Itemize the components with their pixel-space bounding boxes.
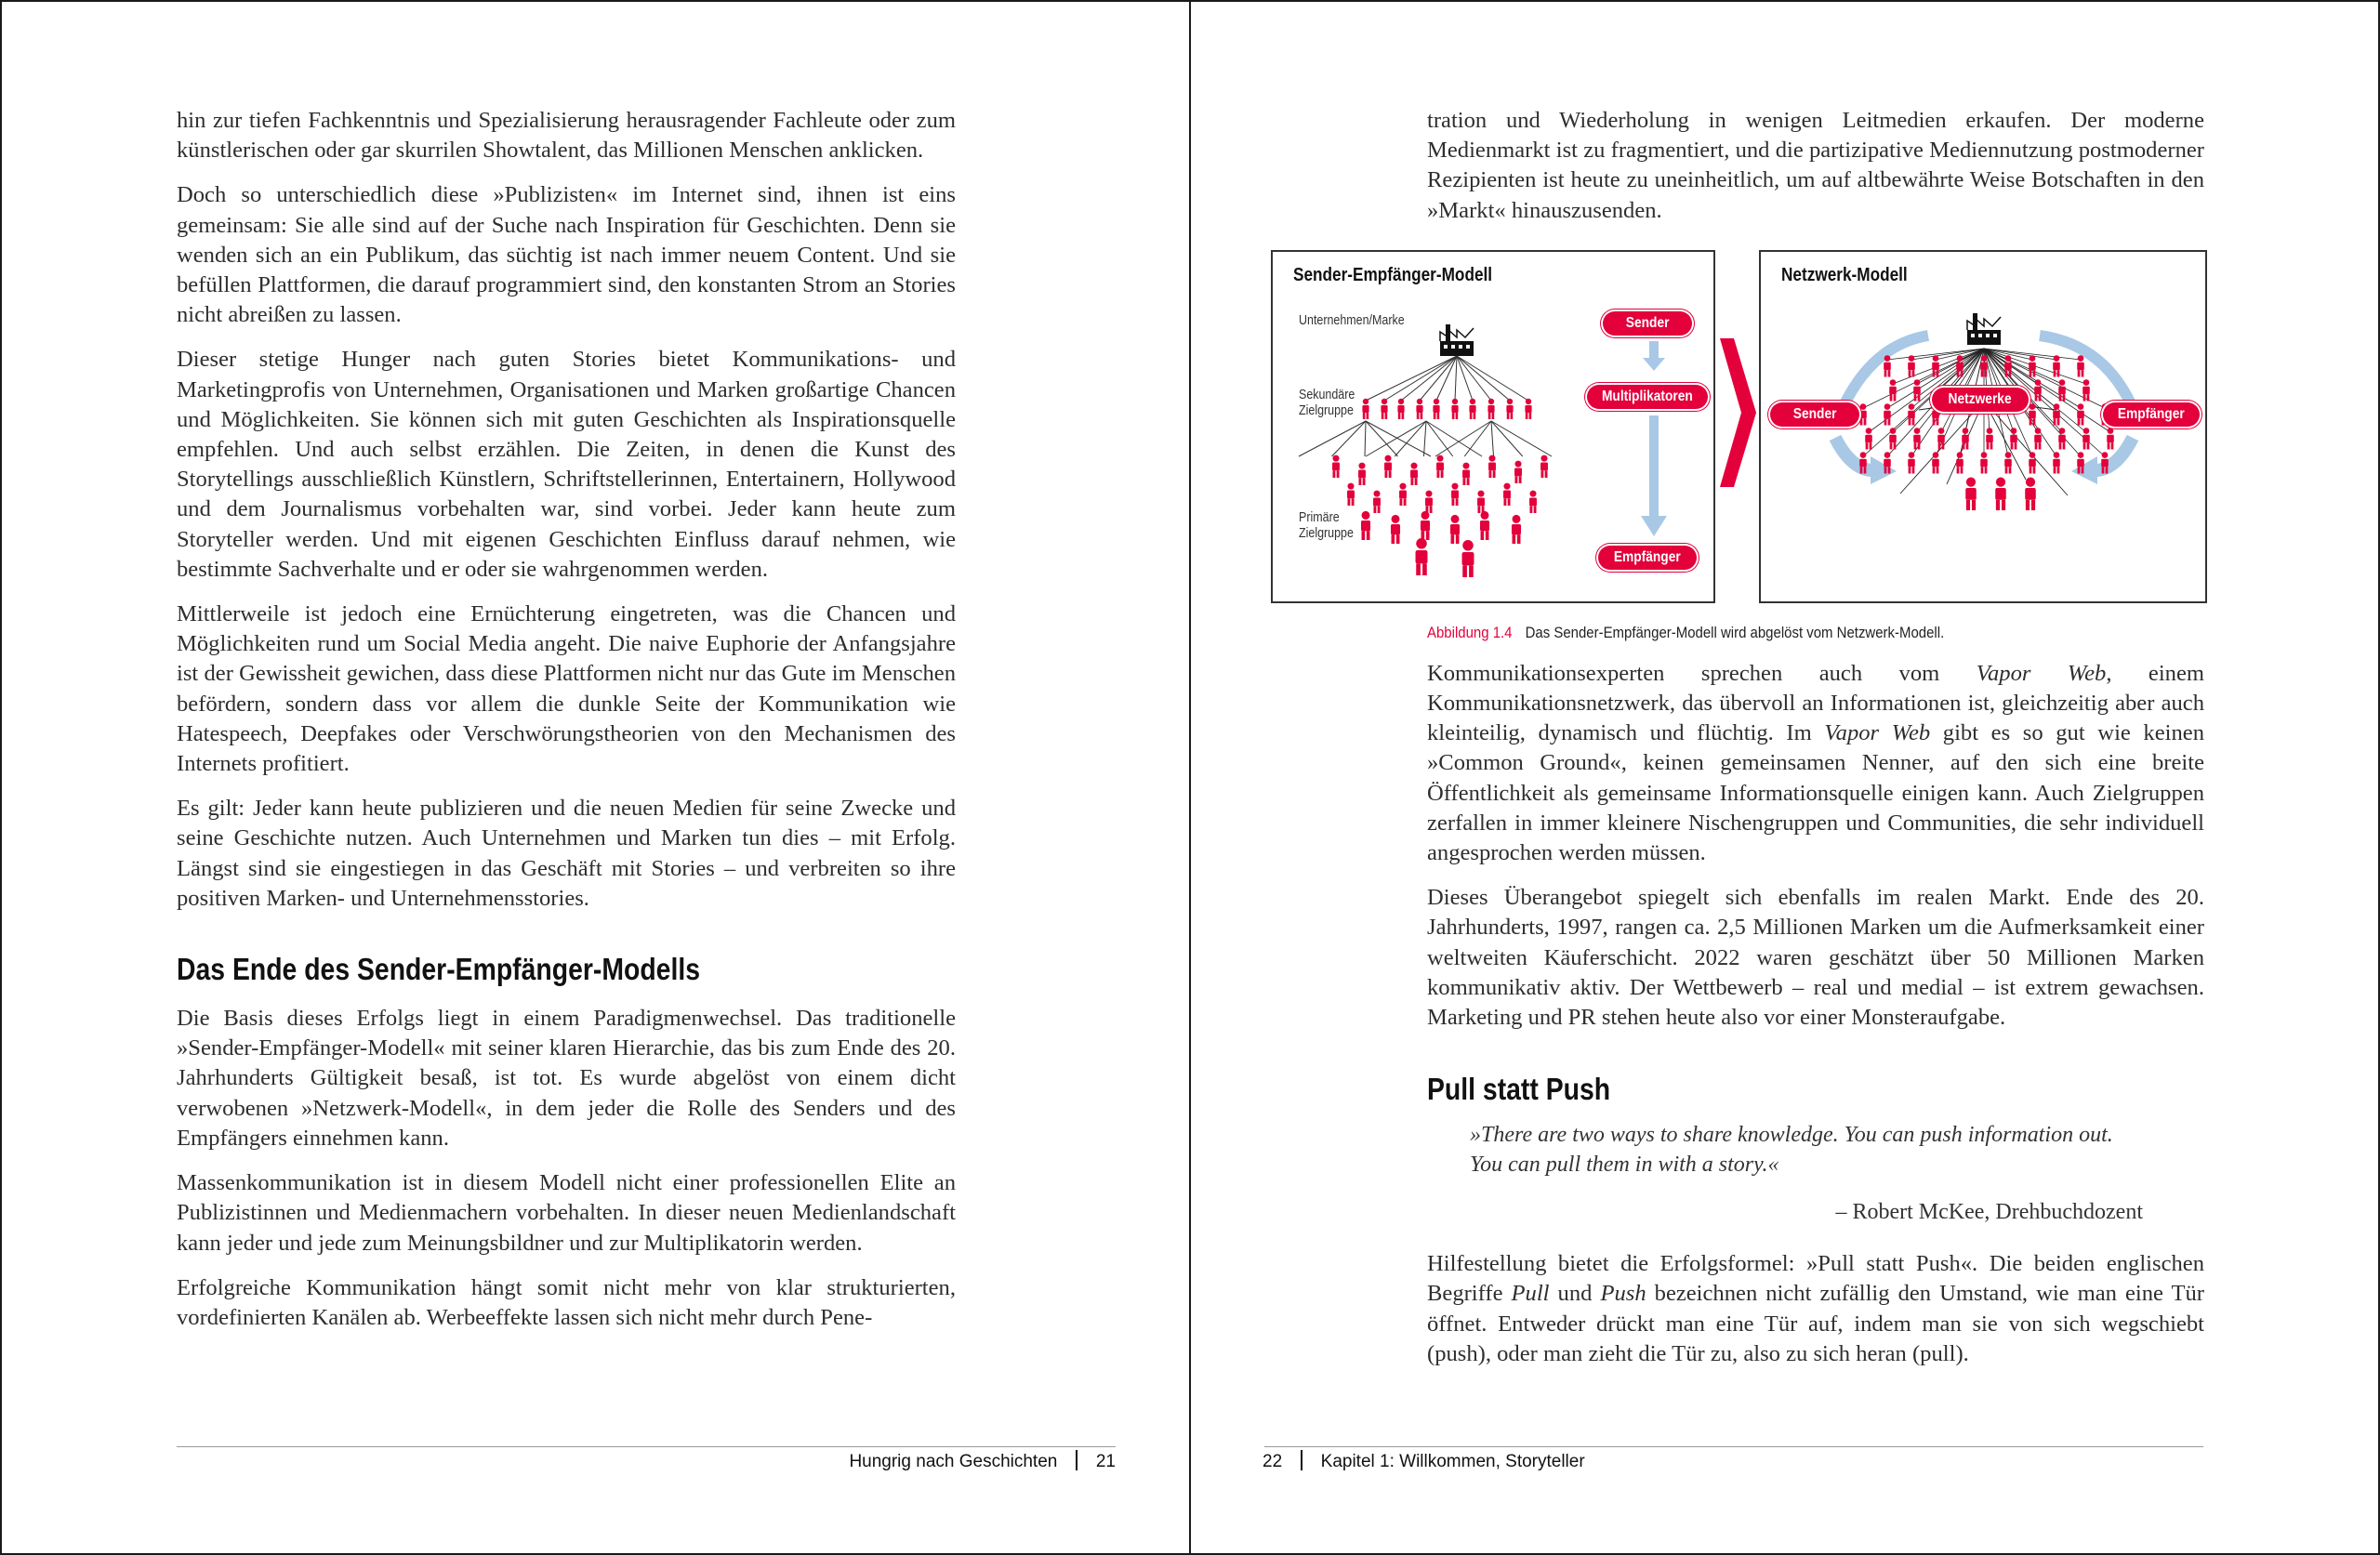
paragraph: Kommunikationsexperten sprechen auch vom Vapor Web, einem Kommunikationsnetzwerk, das übervoll an Informationen ist, gleichzeitig aber auch kleinteilig, dynamisch und flüchtig. Im Vapor Web gibt es so gut wie keinen »Common Ground«, keinen gemeinsamen Nenner, auf den sich eine breite Öffentlichkeit als gemeinsame Informationsquelle einigen kann. Auch Zielgruppen zerfallen in immer kleinere Nischengruppen und Communities, die sehr individuell angesprochen werden müssen. [1427, 660, 2204, 866]
person-icon [2025, 477, 2036, 510]
person-icon [2053, 403, 2060, 425]
person-icon [2029, 452, 2036, 473]
footer-separator [1301, 1450, 1302, 1470]
person-icon [2058, 379, 2066, 401]
paragraph: Mittlerweile ist jedoch eine Ernüchterung eingetreten, was die Chancen und Möglichkeiten rund um Social Media angeht. Die naive Euphorie der Anfangsjahre ist der Gewissheit gewichen, dass diese Plattformen nicht nur das Gute im Menschen befördern, sondern dass vor allem die dunkle Seite der Kommunikation wie Hatespeech, Deepfakes oder Verschwörungstheorien von den Mechanismen des Internets profitiert. [177, 601, 956, 777]
figure-sender-network-model [1271, 250, 2207, 607]
factory-icon [1967, 313, 2001, 345]
person-icon [1908, 452, 1915, 473]
caption-number: Abbildung 1.4 [1427, 623, 1513, 641]
paragraph: Massenkommunikation ist in diesem Modell nicht einer professionellen Elite an Publizistinnen und Medienmachern vorbehalten. In dieser neuen Medienlandschaft kann jeder und jede zum Meinungsbildner und zur Multiplikatorin werden. [177, 1170, 956, 1256]
label-secondary-group: Sekundäre Zielgruppe [1299, 387, 1355, 418]
person-icon [1932, 452, 1939, 473]
person-icon [1889, 428, 1897, 449]
pill-networks: Netzwerke [1932, 388, 2029, 412]
person-icon [2077, 355, 2084, 376]
label-company: Unternehmen/Marke [1299, 312, 1405, 328]
section-heading: Das Ende des Sender-Empfänger-Modells [177, 952, 701, 987]
person-icon [1956, 452, 1964, 473]
footer-separator [1076, 1450, 1078, 1470]
person-icon [1937, 428, 1945, 449]
paragraph: hin zur tiefen Fachkenntnis und Spezialisierung herausragender Fachleute oder zum künstlerischen oder gar skurrilen Showtalent, das Millionen Menschen anklicken. [177, 108, 956, 164]
person-icon [1962, 428, 1969, 449]
quote: »There are two ways to share knowledge. You can push information out. You can pull them in with a story.« [1470, 1123, 2113, 1178]
person-icon [2034, 428, 2042, 449]
person-icon [2029, 355, 2036, 376]
person-icon [2004, 355, 2012, 376]
panel-title: Netzwerk-Modell [1781, 264, 1908, 285]
person-icon [1913, 428, 1921, 449]
person-icon [2029, 403, 2036, 425]
person-icon [1980, 452, 1988, 473]
paragraph: Dieser stetige Hunger nach guten Stories bietet Kommunikations- und Marketingprofis von Unternehmen, Organisationen und Marken großartige Chancen und Möglichkeiten. Sie können sich mit guten Geschichten als Inspirationsquelle empfehlen. Und auch selbst erzählen. Die Zeiten, in denen die Kunst des Storytellings ausschließlich Künstlern, Schriftstellerinnen, Entertainern, Hollywood und dem Journalismus vorbehalten war, sind vorbei. Jeder kann heute zum Storyteller werden. Und mit eigenen Geschichten Einfluss darauf nehmen, wie bestimmte Sachverhalte und er oder sie wahrgenommen werden. [177, 347, 956, 582]
person-icon [1859, 403, 1867, 425]
paragraph: Dieses Überangebot spiegelt sich ebenfalls im realen Markt. Ende des 20. Jahrhunderts, 1997, rangen ca. 2,5 Millionen Marken um die Aufmerksamkeit einer weltweiten Käuferschicht. 2022 waren geschätzt über 50 Millionen Marken kommunikativ aktiv. Der Wettbewerb – real und medial – ist extrem gewachsen. Marketing und PR stehen heute also vor einer Monsteraufgabe. [1427, 885, 2204, 1031]
paragraph: Doch so unterschiedlich diese »Publizisten« im Internet sind, ihnen ist eins gemeinsam: Sie alle sind auf der Suche nach Inspiration für Geschichten. Denn sie wenden sich an ein Publikum, das süchtig ist nach immer neuem Content. Und sie befüllen Plattformen, die darauf programmiert sind, den konstanten Strom an Stories nicht abreißen zu lassen. [177, 182, 956, 328]
left-page [177, 106, 956, 1333]
person-icon [1884, 355, 1891, 376]
footer-rule [177, 1446, 1116, 1447]
pill-receiver: Empfänger [1598, 546, 1697, 570]
person-icon [2082, 428, 2090, 449]
person-icon [2053, 452, 2060, 473]
flow-arrow [2071, 456, 2097, 484]
person-icon [1995, 477, 2006, 510]
page-number: 21 [1095, 1452, 1116, 1471]
pill-sender: Sender [1603, 311, 1692, 336]
person-icon [2082, 379, 2090, 401]
person-icon [1908, 355, 1915, 376]
person-icon [1908, 403, 1915, 425]
pill-multiplier: Multiplikatoren [1587, 385, 1708, 409]
network-diagram [1761, 252, 2209, 605]
pill-net-receiver: Empfänger [2103, 402, 2200, 427]
right-page [1293, 106, 2204, 1369]
running-title: Hungrig nach Geschichten [849, 1452, 1058, 1471]
person-icon [1865, 428, 1872, 449]
person-icon [2010, 428, 2017, 449]
person-icon [1889, 379, 1897, 401]
person-icon [1884, 403, 1891, 425]
paragraph: Es gilt: Jeder kann heute publizieren und die neuen Medien für seine Zwecke und seine Geschichte nutzen. Auch Unternehmen und Marken tun dies – mit Erfolg. Längst sind sie eingestiegen in das Geschäft mit Stories – und verbreiten so ihre positiven Marken- und Unternehmensstories. [177, 796, 956, 911]
paragraph: Hilfestellung bietet die Erfolgsformel: »Pull statt Push«. Die beiden englischen Begriffe Pull und Push bezeichnen nicht zufällig den Umstand, wie man eine Tür öffnet. Entweder drückt man eine Tür auf, indem man sie von sich wegschiebt (push), oder man zieht die Tür zu, also zu sich heran (pull). [1427, 1251, 2204, 1366]
left-footer [849, 1450, 1116, 1472]
person-icon [2004, 452, 2012, 473]
paragraph: Erfolgreiche Kommunikation hängt somit nicht mehr von klar strukturierten, vordefinierten Kanälen ab. Werbeeffekte lassen sich nicht mehr durch Pene- [177, 1274, 956, 1330]
paragraph: Die Basis dieses Erfolgs liegt in einem Paradigmenwechsel. Das traditionelle »Sender-Empfänger-Modell« mit seiner klaren Hierarchie, das bis zum Ende des 20. Jahrhunderts Gültigkeit besaß, ist tot. Es wurde abgelöst von einem dicht verwobenen »Netzwerk-Modell«, in dem jeder die Rolle des Senders und des Empfängers einnehmen kann. [177, 1006, 956, 1151]
running-title: Kapitel 1: Willkommen, Storyteller [1320, 1452, 1585, 1471]
label-primary-group: Primäre Zielgruppe [1299, 509, 1354, 541]
page-gutter [1189, 0, 1191, 1555]
quote-source: – Robert McKee, Drehbuchdozent [1835, 1200, 2143, 1225]
person-icon [2107, 428, 2114, 449]
person-icon [1965, 477, 1977, 510]
paragraph: tration und Wiederholung in wenigen Leitmedien erkaufen. Der moderne Medienmarkt ist zu fragmentiert, und die partizipative Mediennutzung postmoderner Rezipienten ist heute zu uneinheitlich, um auf altbewährte Weise Botschaften in den »Markt« hinauszusenden. [1427, 108, 2204, 223]
person-icon [1956, 355, 1964, 376]
section-heading: Pull statt Push [1427, 1072, 1611, 1107]
person-icon [2077, 403, 2084, 425]
flow-arrow [1871, 456, 1897, 484]
right-footer [1263, 1450, 1585, 1472]
person-icon [1913, 379, 1921, 401]
person-icon [2058, 428, 2066, 449]
person-icon [2034, 379, 2042, 401]
footer-rule [1264, 1446, 2203, 1447]
network-model-panel [1759, 250, 2207, 603]
page-number: 22 [1263, 1452, 1283, 1471]
caption-text: Das Sender-Empfänger-Modell wird abgelöst vom Netzwerk-Modell. [1525, 623, 1945, 641]
person-icon [1986, 428, 1993, 449]
pill-net-sender: Sender [1770, 402, 1859, 427]
panel-title: Sender-Empfänger-Modell [1293, 264, 1493, 285]
figure-caption [1427, 624, 2111, 642]
